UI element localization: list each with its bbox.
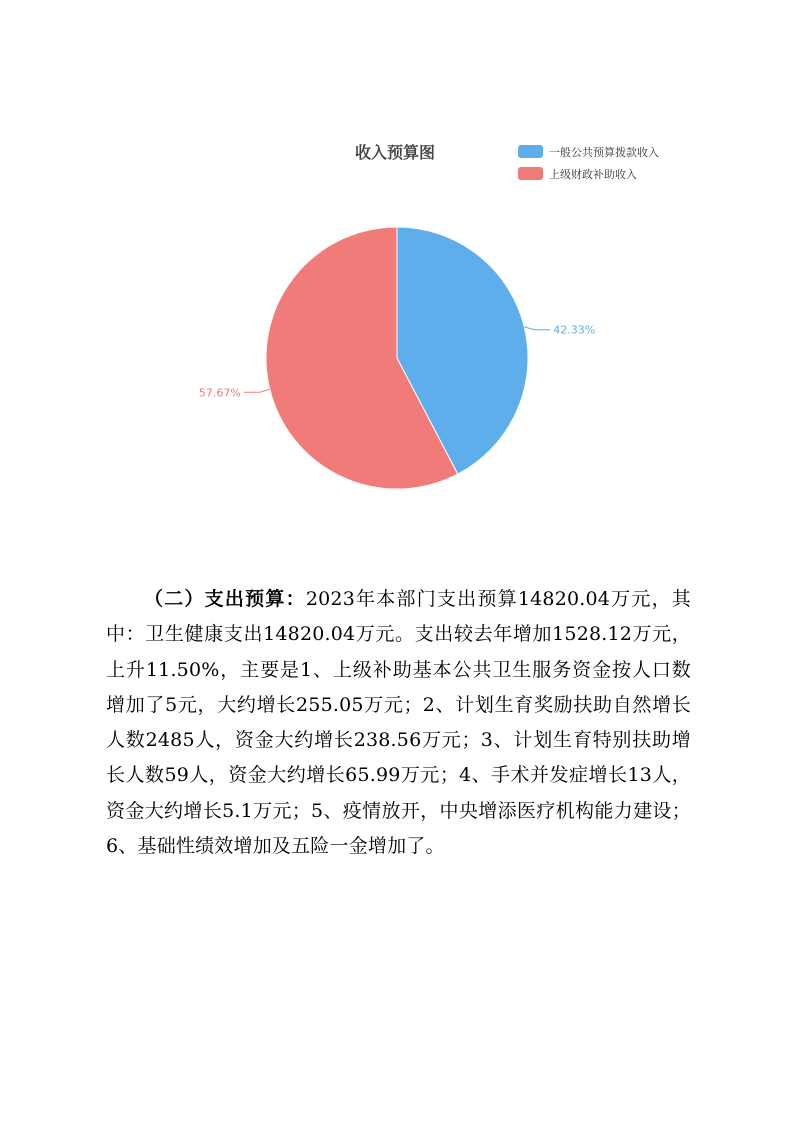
expenditure-paragraph: [106, 582, 691, 864]
pie-percent-label: 42.33%: [553, 323, 596, 337]
legend-label: 上级财政补助收入: [549, 168, 637, 181]
section-heading: （二）支出预算：: [144, 588, 306, 610]
legend-label: 一般公共预算拨款收入: [549, 146, 659, 159]
legend-swatch: [518, 145, 543, 158]
pie-slices: [266, 227, 528, 489]
expenditure-budget-section: [106, 582, 691, 864]
pie-percent-label: 57.67%: [198, 386, 241, 400]
income-budget-pie-chart: [0, 0, 793, 560]
legend-swatch: [518, 167, 543, 180]
chart-title: 收入预算图: [355, 143, 436, 162]
chart-legend: [518, 145, 659, 181]
section-body: 2023年本部门支出预算14820.04万元，其中：卫生健康支出14820.04万元。支出较去年增加1528.12万元，上升11.50%，主要是1、上级补助基本公共卫生服务资金按人口数增加了5元，大约增长255.05万元；2、计划生育奖励扶助自然增长人数2485人，资金大约增长238.56万元；3、计划生育特别扶助增长人数59人，资金大约增长65.99万元；4、手术并发症增长13人，资金大约增长5.1万元；5、疫情放开，中央增添医疗机构能力建设；6、基础性绩效增加及五险一金增加了。: [106, 588, 691, 858]
pie-leader-line: [244, 389, 270, 392]
pie-leader-line: [524, 327, 550, 330]
